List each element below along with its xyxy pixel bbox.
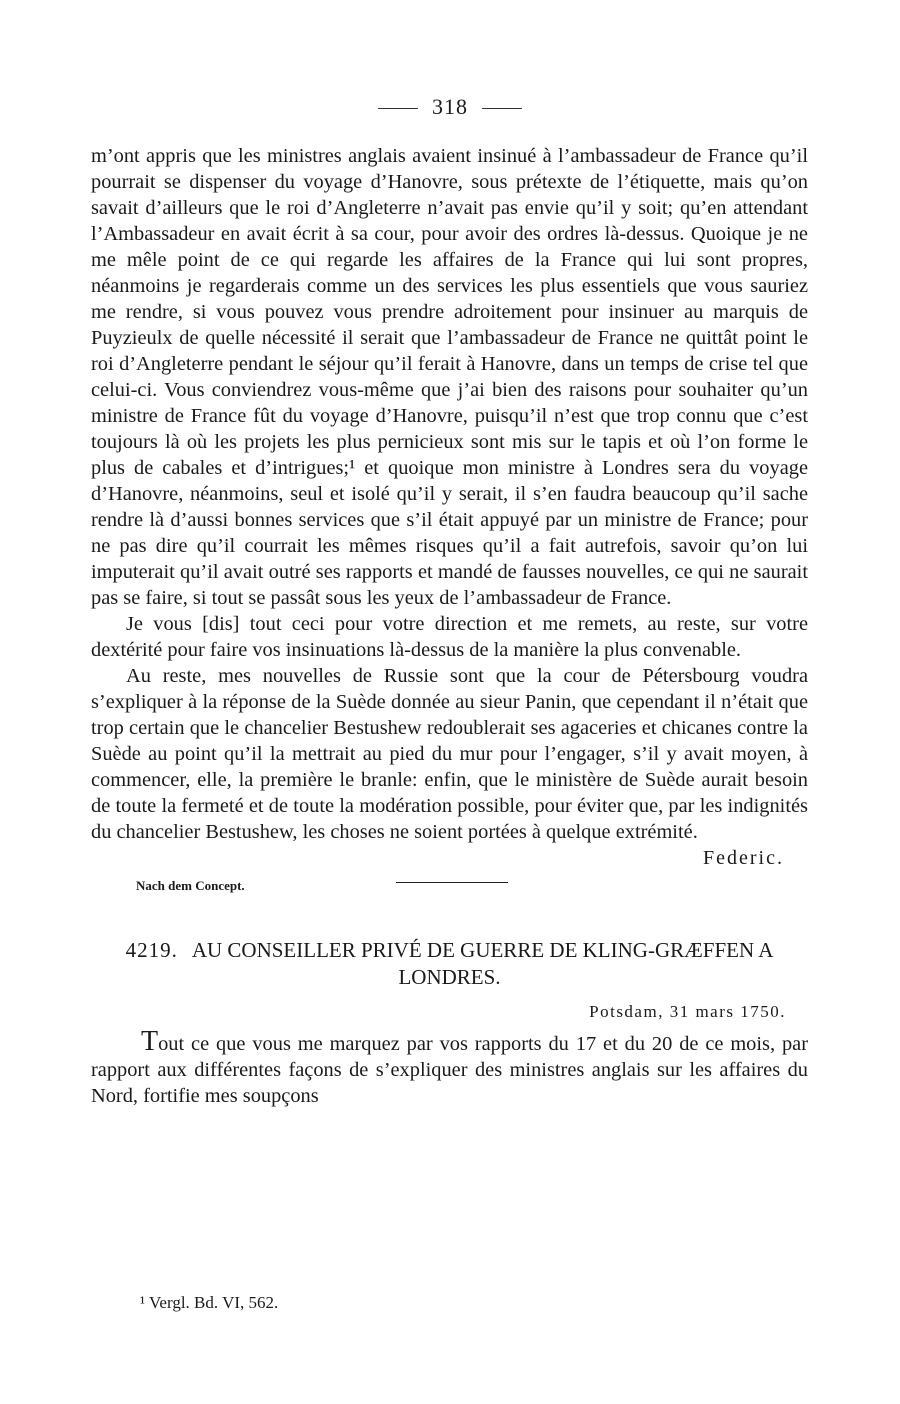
- letter-number: 4219.: [125, 938, 178, 962]
- signature: Federic.: [703, 847, 784, 869]
- letter-recipient: AU CONSEILLER PRIVÉ DE GUERRE DE KLING-GRÆFFEN A LONDRES.: [191, 938, 774, 989]
- header-rule-right: [482, 108, 522, 109]
- dateline: Potsdam, 31 mars 1750.: [589, 1002, 786, 1021]
- initial-letter: T: [141, 1026, 159, 1057]
- letter-text: out ce que vous me marquez par vos rapports du 17 et du 20 de ce mois, par rapport aux différentes façons de s’expliquer des ministres anglais sur les affaires du Nord, fortifie mes soupçons: [91, 1033, 808, 1107]
- letter-heading: [91, 937, 808, 991]
- paragraph: Je vous [dis] tout ceci pour votre direction et me remets, au reste, sur votre dextérité pour faire vos insinuations là-dessus de la manière la plus convenable.: [91, 613, 808, 661]
- header-rule-left: [378, 108, 418, 109]
- paragraph: m’ont appris que les ministres anglais avaient insinué à l’ambassadeur de France qu’il pourrait se dispenser du voyage d’Hanovre, sous prétexte de l’étiquette, mais qu’on savait d’ailleurs que le roi d’Angleterre n’avait pas envie qu’il y soit; qu’en attendant l’Ambassadeur en avait écrit à sa cour, pour avoir des ordres là-dessus. Quoique je ne me mêle point de ce qui regarde les affaires de la France qui lui sont propres, néanmoins je regarderais comme un des services les plus essentiels que vous sauriez me rendre, si vous pouvez vous prendre adroitement pour insinuer au marquis de Puyzieulx de quelle nécessité il serait que l’ambassadeur de France ne quittât point le roi d’Angleterre pendant le séjour qu’il ferait à Hanovre, dans un temps de crise tel que celui-ci. Vous conviendrez vous-même que j’ai bien des raisons pour souhaiter qu’un ministre de France fût du voyage d’Hanovre, puisqu’il n’est que trop connu que c’est toujours là où les projets les plus pernicieux sont mis sur le tapis et où l’on forme le plus de cabales et d’intrigues;¹ et quoique mon ministre à Londres sera du voyage d’Hanovre, néanmoins, seul et isolé qu’il y serait, il s’en faudra beaucoup qu’il sache rendre là d’aussi bonnes services que s’il était appuyé par un ministre de France; pour ne pas dire qu’il courrait les mêmes risques qu’il a fait autrefois, savoir qu’on lui imputerait qu’il avait outré ses rapports et mandé de fausses nouvelles, ce qui ne saurait pas se faire, si tout se passât sous les yeux de l’ambassadeur de France.: [91, 145, 808, 609]
- letter-closing: [91, 845, 808, 901]
- letter-opening-paragraph: [91, 1026, 808, 1109]
- section-separator: [396, 882, 508, 883]
- page-number: 318: [432, 94, 468, 119]
- footnote: ¹ Vergl. Bd. VI, 562.: [140, 1293, 279, 1312]
- page-header: [0, 94, 900, 120]
- source-note: Nach dem Concept.: [136, 878, 245, 893]
- paragraph: Au reste, mes nouvelles de Russie sont que la cour de Pétersbourg voudra s’expliquer à la réponse de la Suède donnée au sieur Panin, que cependant il n’était que trop certain que le chancelier Bestushew redoublerait ses agaceries et chicanes contre la Suède au point qu’il la mettrait au pied du mur pour l’engager, s’il y avait moyen, à commencer, elle, la première le branle: enfin, que le ministère de Suède aurait besoin de toute la fermeté et de toute la modération possible, pour éviter que, par les indignités du chancelier Bestushew, les choses ne soient portées à quelque extrémité.: [91, 665, 808, 843]
- body-text: [91, 143, 808, 1109]
